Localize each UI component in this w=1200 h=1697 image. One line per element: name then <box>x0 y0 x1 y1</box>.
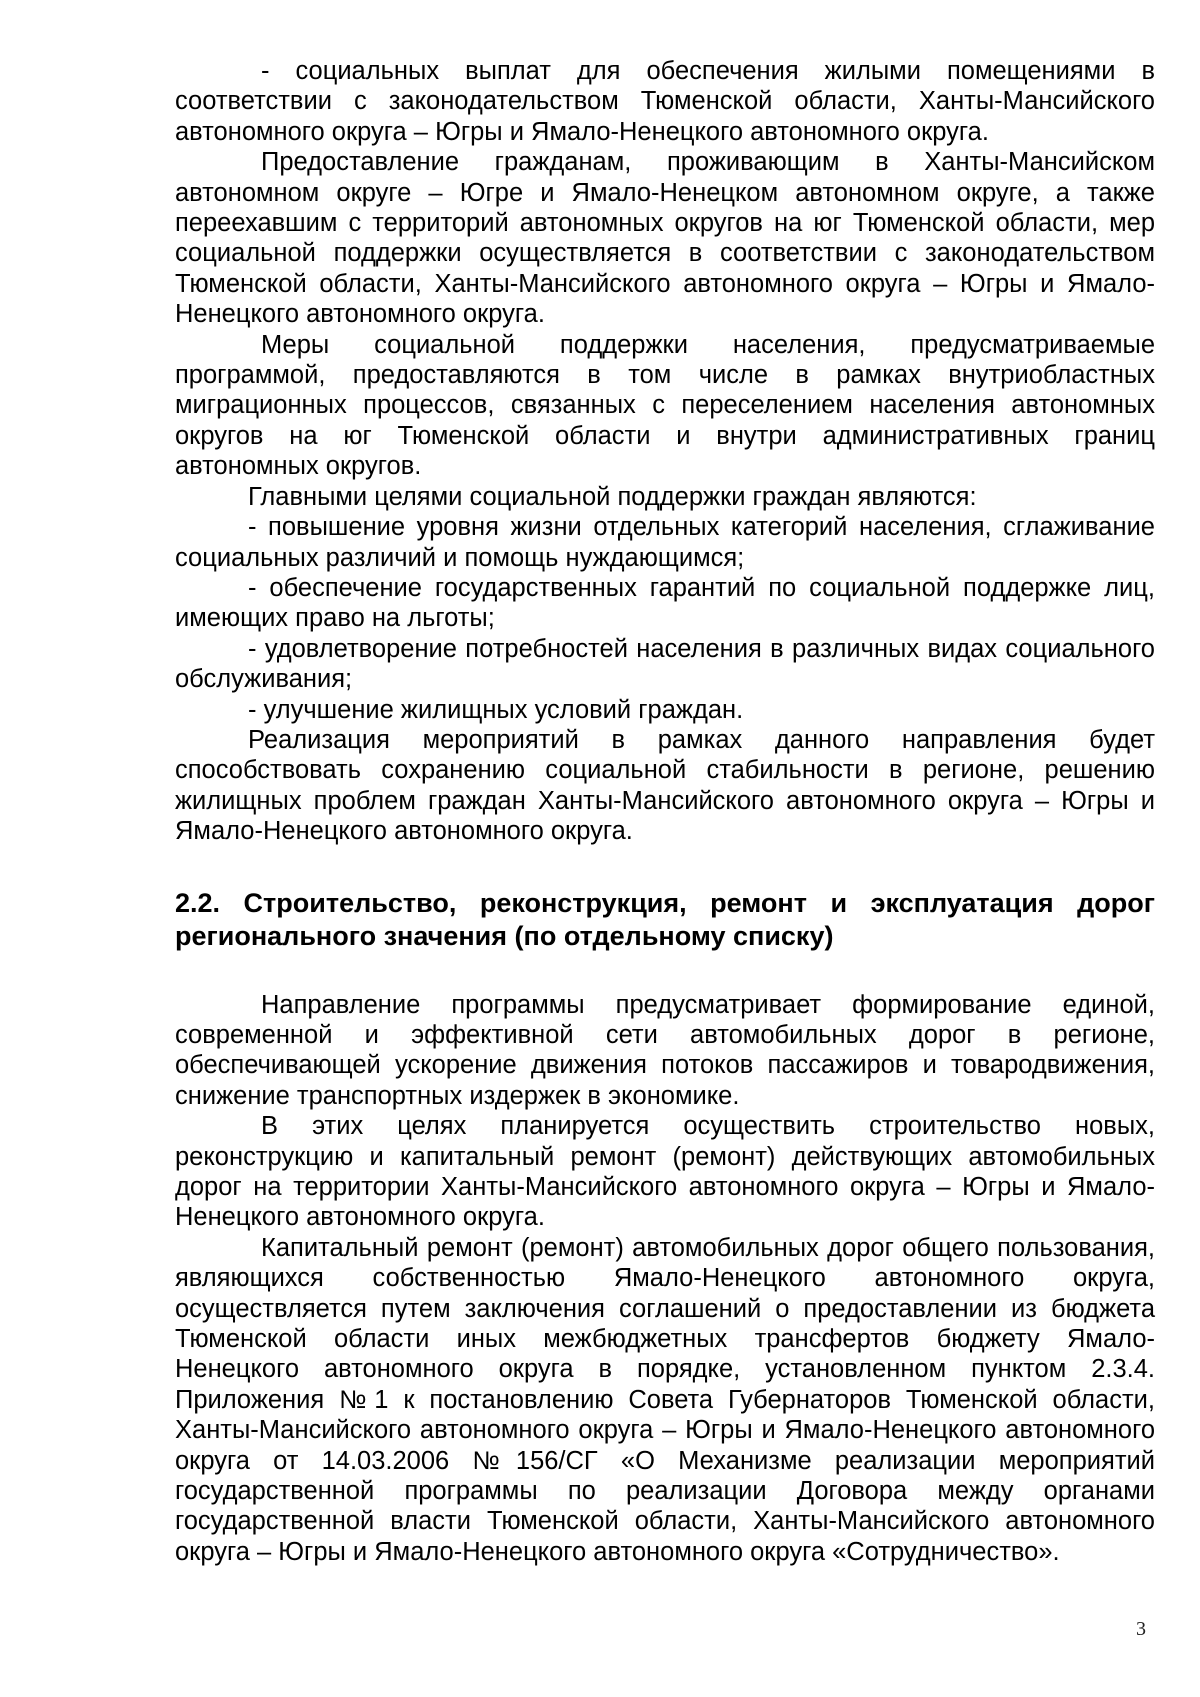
document-page <box>175 56 1155 1567</box>
paragraph: Главными целями социальной поддержки граждан являются: <box>248 482 977 511</box>
paragraph: - удовлетворение потребностей населения в различных видах социального обслуживания; <box>175 634 1155 694</box>
bottom-section <box>175 990 1155 1568</box>
paragraph: Капитальный ремонт (ремонт) автомобильных дорог общего пользования, являющихся собственностью Ямало-Ненецкого автономного округа, осуществляется путем заключения соглашений о предоставлении из бюджета Тюменской области иных межбюджетных трансфертов бюджету Ямало-Ненецкого автономного округа в порядке, установленном пунктом 2.3.4. Приложения №1 к постановлению Совета Губернаторов Тюменской области, Ханты-Мансийского автономного округа – Югры и Ямало-Ненецкого автономного округа от 14.03.2006 №156/СГ «О Механизме реализации мероприятий государственной программы по реализации Договора между органами государственной власти Тюменской области, Ханты-Мансийского автономного округа – Югры и Ямало-Ненецкого автономного округа «Сотрудничество». <box>175 1233 1155 1566</box>
paragraph: Направление программы предусматривает формирование единой, современной и эффективной сети автомобильных дорог в регионе, обеспечивающей ускорение движения потоков пассажиров и товародвижения, снижение транспортных издержек в экономике. <box>175 990 1155 1110</box>
paragraph: - улучшение жилищных условий граждан. <box>248 695 744 724</box>
paragraph: Реализация мероприятий в рамках данного направления будет способствовать сохранению социальной стабильности в регионе, решению жилищных проблем граждан Ханты-Мансийского автономного округа – Югры и Ямало-Ненецкого автономного округа. <box>175 725 1155 846</box>
paragraph: - обеспечение государственных гарантий по социальной поддержке лиц, имеющих право на льготы; <box>175 573 1155 633</box>
section-heading: 2.2. Строительство, реконструкция, ремонт и эксплуатация дорог регионального значения (по отдельному списку) <box>175 887 1155 951</box>
paragraph: Меры социальной поддержки населения, предусматриваемые программой, предоставляются в том числе в рамках внутриобластных миграционных процессов, связанных с переселением населения автономных округов на юг Тюменской области и внутри административных границ автономных округов. <box>175 330 1155 481</box>
paragraph: - социальных выплат для обеспечения жилыми помещениями в соответствии с законодательством Тюменской области, Ханты-Мансийского автономного округа – Югры и Ямало-Ненецкого автономного округа. <box>175 57 1155 146</box>
paragraph: - повышение уровня жизни отдельных категорий населения, сглаживание социальных различий и помощь нуждающимся; <box>175 513 1155 572</box>
paragraph: В этих целях планируется осуществить строительство новых, реконструкцию и капитальный ремонт (ремонт) действующих автомобильных дорог на территории Ханты-Мансийского автономного округа – Югры и Ямало-Ненецкого автономного округа. <box>175 1112 1155 1232</box>
top-section <box>175 56 1155 847</box>
paragraph: Предоставление гражданам, проживающим в Ханты-Мансийском автономном округе – Югре и Ямало-Ненецком автономном округе, а также переехавшим с территорий автономных округов на юг Тюменской области, мер социальной поддержки осуществляется в соответствии с законодательством Тюменской области, Ханты-Мансийского автономного округа – Югры и Ямало-Ненецкого автономного округа. <box>175 148 1155 329</box>
page-number: 3 <box>1136 1618 1146 1640</box>
